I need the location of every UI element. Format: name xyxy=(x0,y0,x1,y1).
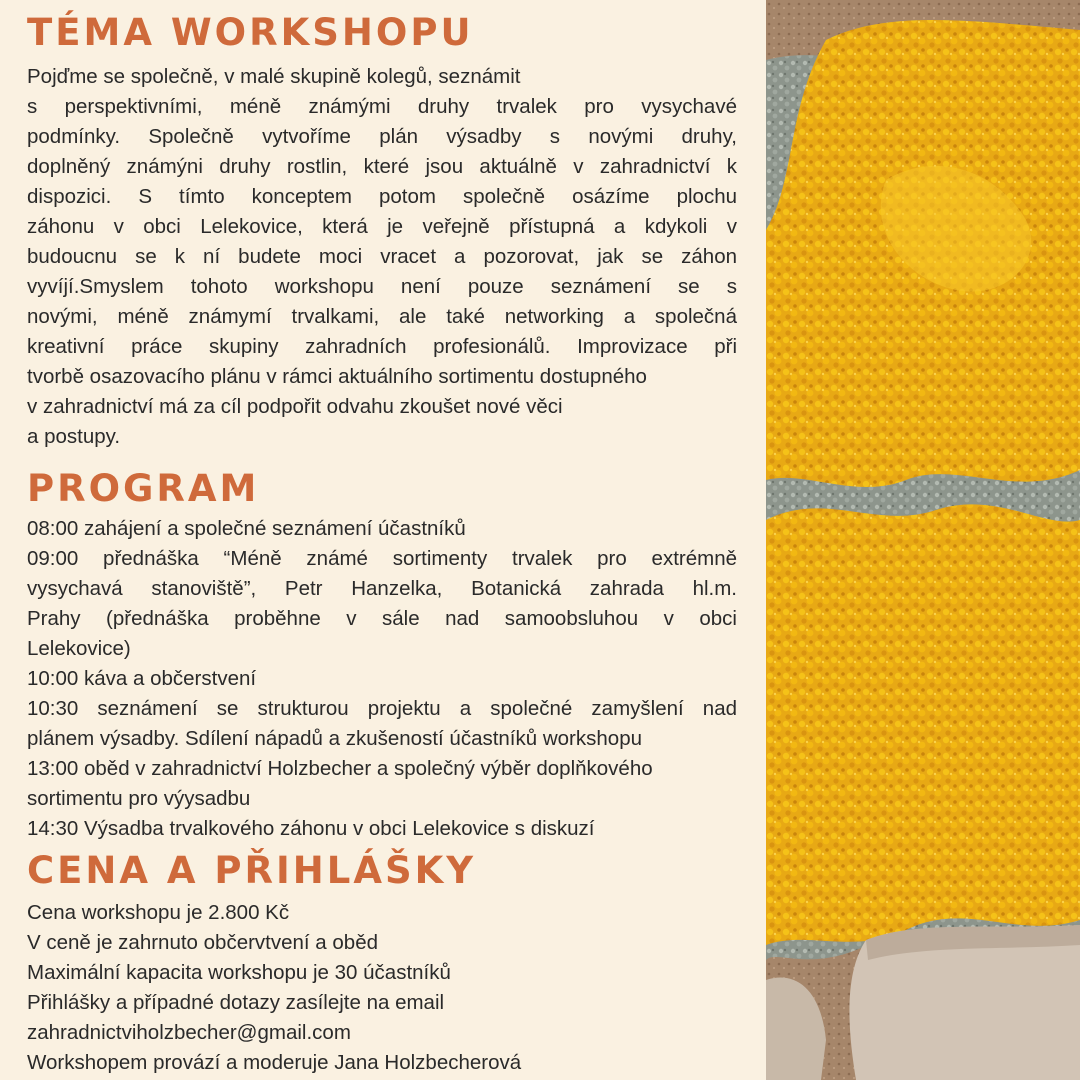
tema-line: podmínky. Společně vytvoříme plán výsadby s novými druhy, xyxy=(27,125,737,148)
tema-line: budoucnu se k ní budete moci vracet a pozorovat, jak se záhon xyxy=(27,245,737,268)
program-line: 14:30 Výsadba trvalkového záhonu v obci Lelekovice s diskuzí xyxy=(27,817,595,840)
price-line: V ceně je zahrnuto občervtvení a oběd xyxy=(27,931,379,954)
price-line: Cena workshopu je 2.800 Kč xyxy=(27,901,290,924)
program-line: 08:00 zahájení a společné seznámení účastníků xyxy=(27,517,466,540)
tema-line: Pojďme se společně, v malé skupině kolegů, seznámit xyxy=(27,65,521,88)
tema-line: kreativní práce skupiny zahradních profesionálů. Improvizace při xyxy=(27,335,737,358)
program-line: sortimentu pro výysadbu xyxy=(27,787,251,810)
tema-paragraph xyxy=(27,62,737,452)
program-line: 10:30 seznámení se strukturou projektu a společné zamyšlení nad xyxy=(27,697,737,720)
tema-line: záhonu v obci Lelekovice, která je veřejně přístupná a kdykoli v xyxy=(27,215,737,238)
program-line: 09:00 přednáška “Méně známé sortimenty trvalek pro extrémně xyxy=(27,547,737,570)
contact-email: zahradnictviholzbecher@gmail.com xyxy=(27,1021,351,1044)
program-line: plánem výsadby. Sdílení nápadů a zkušeností účastníků workshopu xyxy=(27,727,642,750)
program-list xyxy=(27,514,737,844)
program-line: Prahy (přednáška proběhne v sále nad samoobsluhou v obci xyxy=(27,607,737,630)
program-line: vysychavá stanoviště”, Petr Hanzelka, Botanická zahrada hl.m. xyxy=(27,577,737,600)
flower-photo xyxy=(766,0,1080,1080)
price-info xyxy=(27,898,737,1078)
flower-mass-bottom xyxy=(766,504,1080,945)
text-column xyxy=(27,0,737,1080)
program-line: Lelekovice) xyxy=(27,637,131,660)
price-line: Přihlášky a případné dotazy zasílejte na email xyxy=(27,991,445,1014)
tema-line: doplněný známýni druhy rostlin, které jsou aktuálně v zahradnictví k xyxy=(27,155,737,178)
price-line: Maximální kapacita workshopu je 30 účastníků xyxy=(27,961,451,984)
heading-cena-a-prihlasky: CENA A PŘIHLÁŠKY xyxy=(27,849,477,892)
price-line: Workshopem provází a moderuje Jana Holzbecherová xyxy=(27,1051,522,1074)
tema-line: v zahradnictví má za cíl podpořit odvahu zkoušet nové věci xyxy=(27,395,563,418)
program-line: 10:00 káva a občerstvení xyxy=(27,667,257,690)
tema-line: dispozici. S tímto konceptem potom společně osázíme plochu xyxy=(27,185,737,208)
heading-program: PROGRAM xyxy=(27,467,260,510)
tema-line: a postupy. xyxy=(27,425,121,448)
tema-line: tvorbě osazovacího plánu v rámci aktuálního sortimentu dostupného xyxy=(27,365,647,388)
tema-line: vyvíjí.Smyslem tohoto workshopu není pouze seznámení se s xyxy=(27,275,737,298)
tema-line: s perspektivními, méně známými druhy trvalek pro vysychavé xyxy=(27,95,737,118)
program-line: 13:00 oběd v zahradnictví Holzbecher a společný výběr doplňkového xyxy=(27,757,653,780)
heading-tema-workshopu: TÉMA WORKSHOPU xyxy=(27,11,474,54)
tema-line: novými, méně známymí trvalkami, ale také networking a společná xyxy=(27,305,737,328)
